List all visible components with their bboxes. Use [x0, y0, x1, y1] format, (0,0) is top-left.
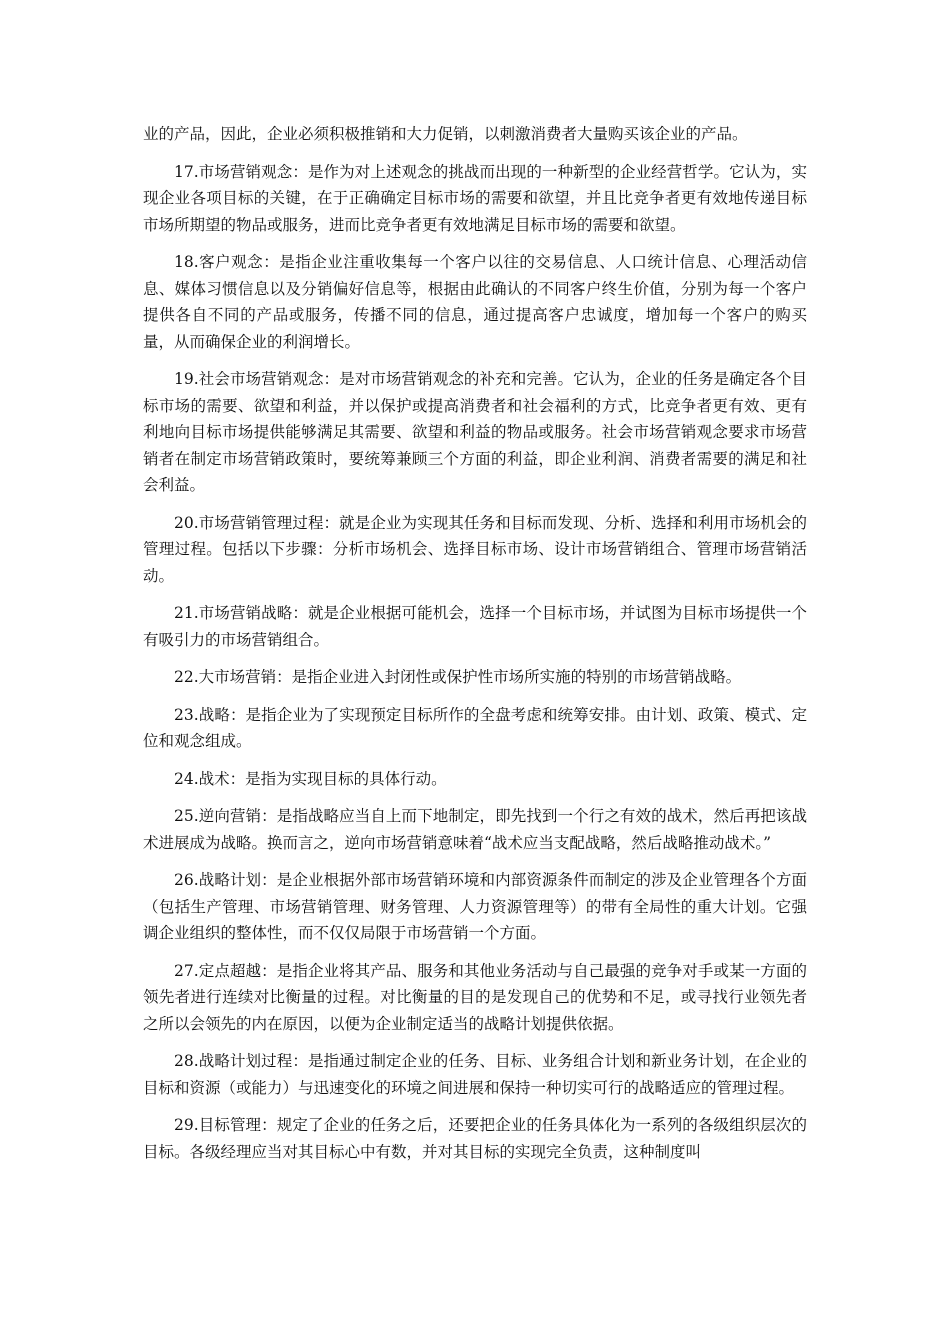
paragraph-26-strategic-plan: 26.战略计划：是企业根据外部市场营销环境和内部资源条件而制定的涉及企业管理各个方面（包括生产管理、市场营销管理、财务管理、人力资源管理等）的带有全局性的重大计划。它强调企业组织的整体性，而不仅仅局限于市场营销一个方面。: [143, 871, 807, 942]
paragraph-19-social-marketing-concept: 19.社会市场营销观念：是对市场营销观念的补充和完善。它认为，企业的任务是确定各个目标市场的需要、欲望和利益，并以保护或提高消费者和社会福利的方式，比竞争者更有效、更有利地向目标市场提供能够满足其需要、欲望和利益的物品或服务。社会市场营销观念要求市场营销者在制定市场营销政策时，要统筹兼顾三个方面的利益，即企业利润、消费者需要的满足和社会利益。: [143, 370, 807, 494]
paragraph-18-customer-concept: 18.客户观念：是指企业注重收集每一个客户以往的交易信息、人口统计信息、心理活动信息、媒体习惯信息以及分销偏好信息等，根据由此确认的不同客户终生价值，分别为每一个客户提供各自不同的产品或服务，传播不同的信息，通过提高客户忠诚度，增加每一个客户的购买量，从而确保企业的利润增长。: [143, 253, 807, 351]
paragraph-27-benchmarking: 27.定点超越：是指企业将其产品、服务和其他业务活动与自己最强的竞争对手或某一方面的领先者进行连续对比衡量的过程。对比衡量的目的是发现自己的优势和不足，或寻找行业领先者之所以会领先的内在原因，以便为企业制定适当的战略计划提供依据。: [143, 961, 807, 1033]
paragraph-25-reverse-marketing: 25.逆向营销：是指战略应当自上而下地制定，即先找到一个行之有效的战术，然后再把该战术进展成为战略。换而言之，逆向市场营销意味着“战术应当支配战略，然后战略推动战术。”: [143, 807, 807, 852]
paragraph-23-strategy: 23.战略：是指企业为了实现预定目标所作的全盘考虑和统筹安排。由计划、政策、模式、定位和观念组成。: [143, 705, 807, 750]
paragraph-21-marketing-strategy: 21.市场营销战略：就是企业根据可能机会，选择一个目标市场，并试图为目标市场提供一个有吸引力的市场营销组合。: [143, 604, 807, 649]
paragraph-continued: 业的产品，因此，企业必须积极推销和大力促销，以刺激消费者大量购买该企业的产品。: [143, 125, 748, 143]
paragraph-24-tactics: 24.战术：是指为实现目标的具体行动。: [174, 769, 447, 788]
paragraph-29-management-by-objectives: 29.目标管理：规定了企业的任务之后，还要把企业的任务具体化为一系列的各级组织层次的目标。各级经理应当对其目标心中有数，并对其目标的实现完全负责，这种制度叫: [143, 1116, 807, 1161]
paragraph-22-megamarketing: 22.大市场营销：是指企业进入封闭性或保护性市场所实施的特别的市场营销战略。: [174, 668, 742, 686]
paragraph-20-marketing-management-process: 20.市场营销管理过程：就是企业为实现其任务和目标而发现、分析、选择和利用市场机会的管理过程。包括以下步骤：分析市场机会、选择目标市场、设计市场营销组合、管理市场营销活动。: [143, 513, 807, 585]
paragraph-28-strategic-planning-process: 28.战略计划过程：是指通过制定企业的任务、目标、业务组合计划和新业务计划，在企业的目标和资源（或能力）与迅速变化的环境之间进展和保持一种切实可行的战略适应的管理过程。: [143, 1052, 807, 1097]
paragraph-17-marketing-concept: 17.市场营销观念：是作为对上述观念的挑战而出现的一种新型的企业经营哲学。它认为，实现企业各项目标的关键，在于正确确定目标市场的需要和欲望，并且比竞争者更有效地传递目标市场所期望的物品或服务，进而比竞争者更有效地满足目标市场的需要和欲望。: [143, 162, 807, 234]
document-body: [143, 121, 807, 1176]
